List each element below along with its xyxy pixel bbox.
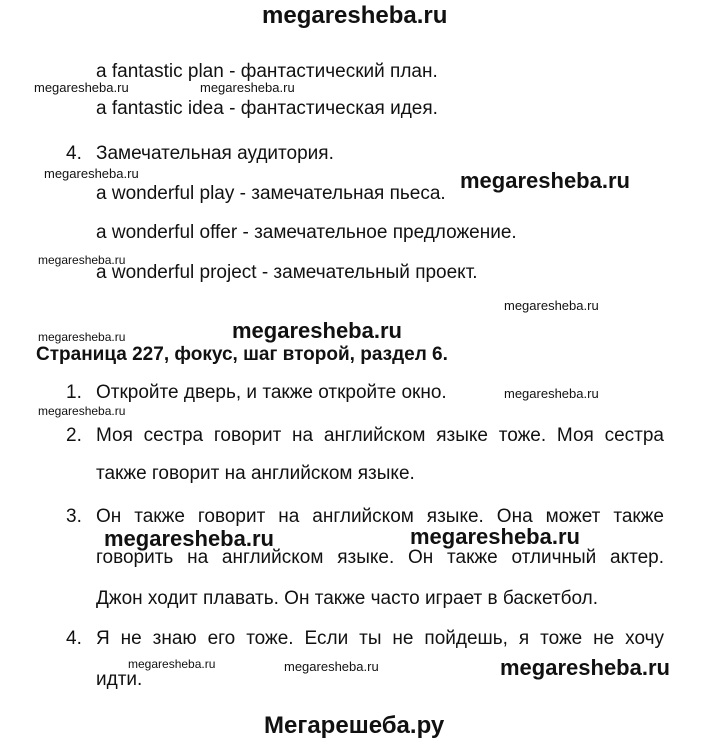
watermark-big: megaresheba.ru (232, 318, 402, 343)
watermark: megaresheba.ru (200, 80, 295, 95)
answer-line: идти. (96, 669, 143, 690)
watermark: megaresheba.ru (38, 253, 126, 267)
watermark: megaresheba.ru (44, 166, 139, 181)
answer-line: также говорит на английском языке. (96, 463, 415, 484)
list-number: 4. (66, 628, 82, 649)
list-item-title: Замечательная аудитория. (96, 143, 334, 164)
list-number: 1. (66, 382, 82, 403)
example-line: a wonderful project - замечательный проект. (96, 262, 478, 283)
answer-line: говорить на английском языке. Он также отличный актер. (96, 547, 664, 568)
watermark-big: megaresheba.ru (500, 655, 670, 680)
site-header: megaresheba.ru (262, 2, 448, 29)
watermark-big: megaresheba.ru (460, 168, 630, 193)
example-line: a fantastic idea - фантастическая идея. (96, 98, 438, 119)
watermark: megaresheba.ru (284, 659, 379, 674)
section-heading: Страница 227, фокус, шаг второй, раздел 6. (36, 344, 448, 365)
answer-line: Он также говорит на английском языке. Она может также (96, 506, 664, 527)
watermark: megaresheba.ru (504, 298, 599, 313)
watermark: megaresheba.ru (504, 386, 599, 401)
example-line: a wonderful play - замечательная пьеса. (96, 183, 446, 204)
answer-line: Откройте дверь, и также откройте окно. (96, 382, 447, 403)
watermark: megaresheba.ru (38, 404, 126, 418)
watermark-big: megaresheba.ru (104, 526, 274, 551)
watermark-big: megaresheba.ru (410, 524, 580, 549)
answer-line: Джон ходит плавать. Он также часто играет в баскетбол. (96, 588, 598, 609)
example-line: a fantastic plan - фантастический план. (96, 61, 438, 82)
list-number: 3. (66, 506, 82, 527)
watermark: megaresheba.ru (34, 80, 129, 95)
answer-line: Моя сестра говорит на английском языке тоже. Моя сестра (96, 425, 664, 446)
answer-line: Я не знаю его тоже. Если ты не пойдешь, я тоже не хочу (96, 628, 664, 649)
list-number: 4. (66, 143, 82, 164)
site-footer: Мегарешеба.ру (264, 712, 445, 739)
watermark: megaresheba.ru (128, 657, 216, 671)
watermark: megaresheba.ru (38, 330, 126, 344)
list-number: 2. (66, 425, 82, 446)
example-line: a wonderful offer - замечательное предложение. (96, 222, 517, 243)
